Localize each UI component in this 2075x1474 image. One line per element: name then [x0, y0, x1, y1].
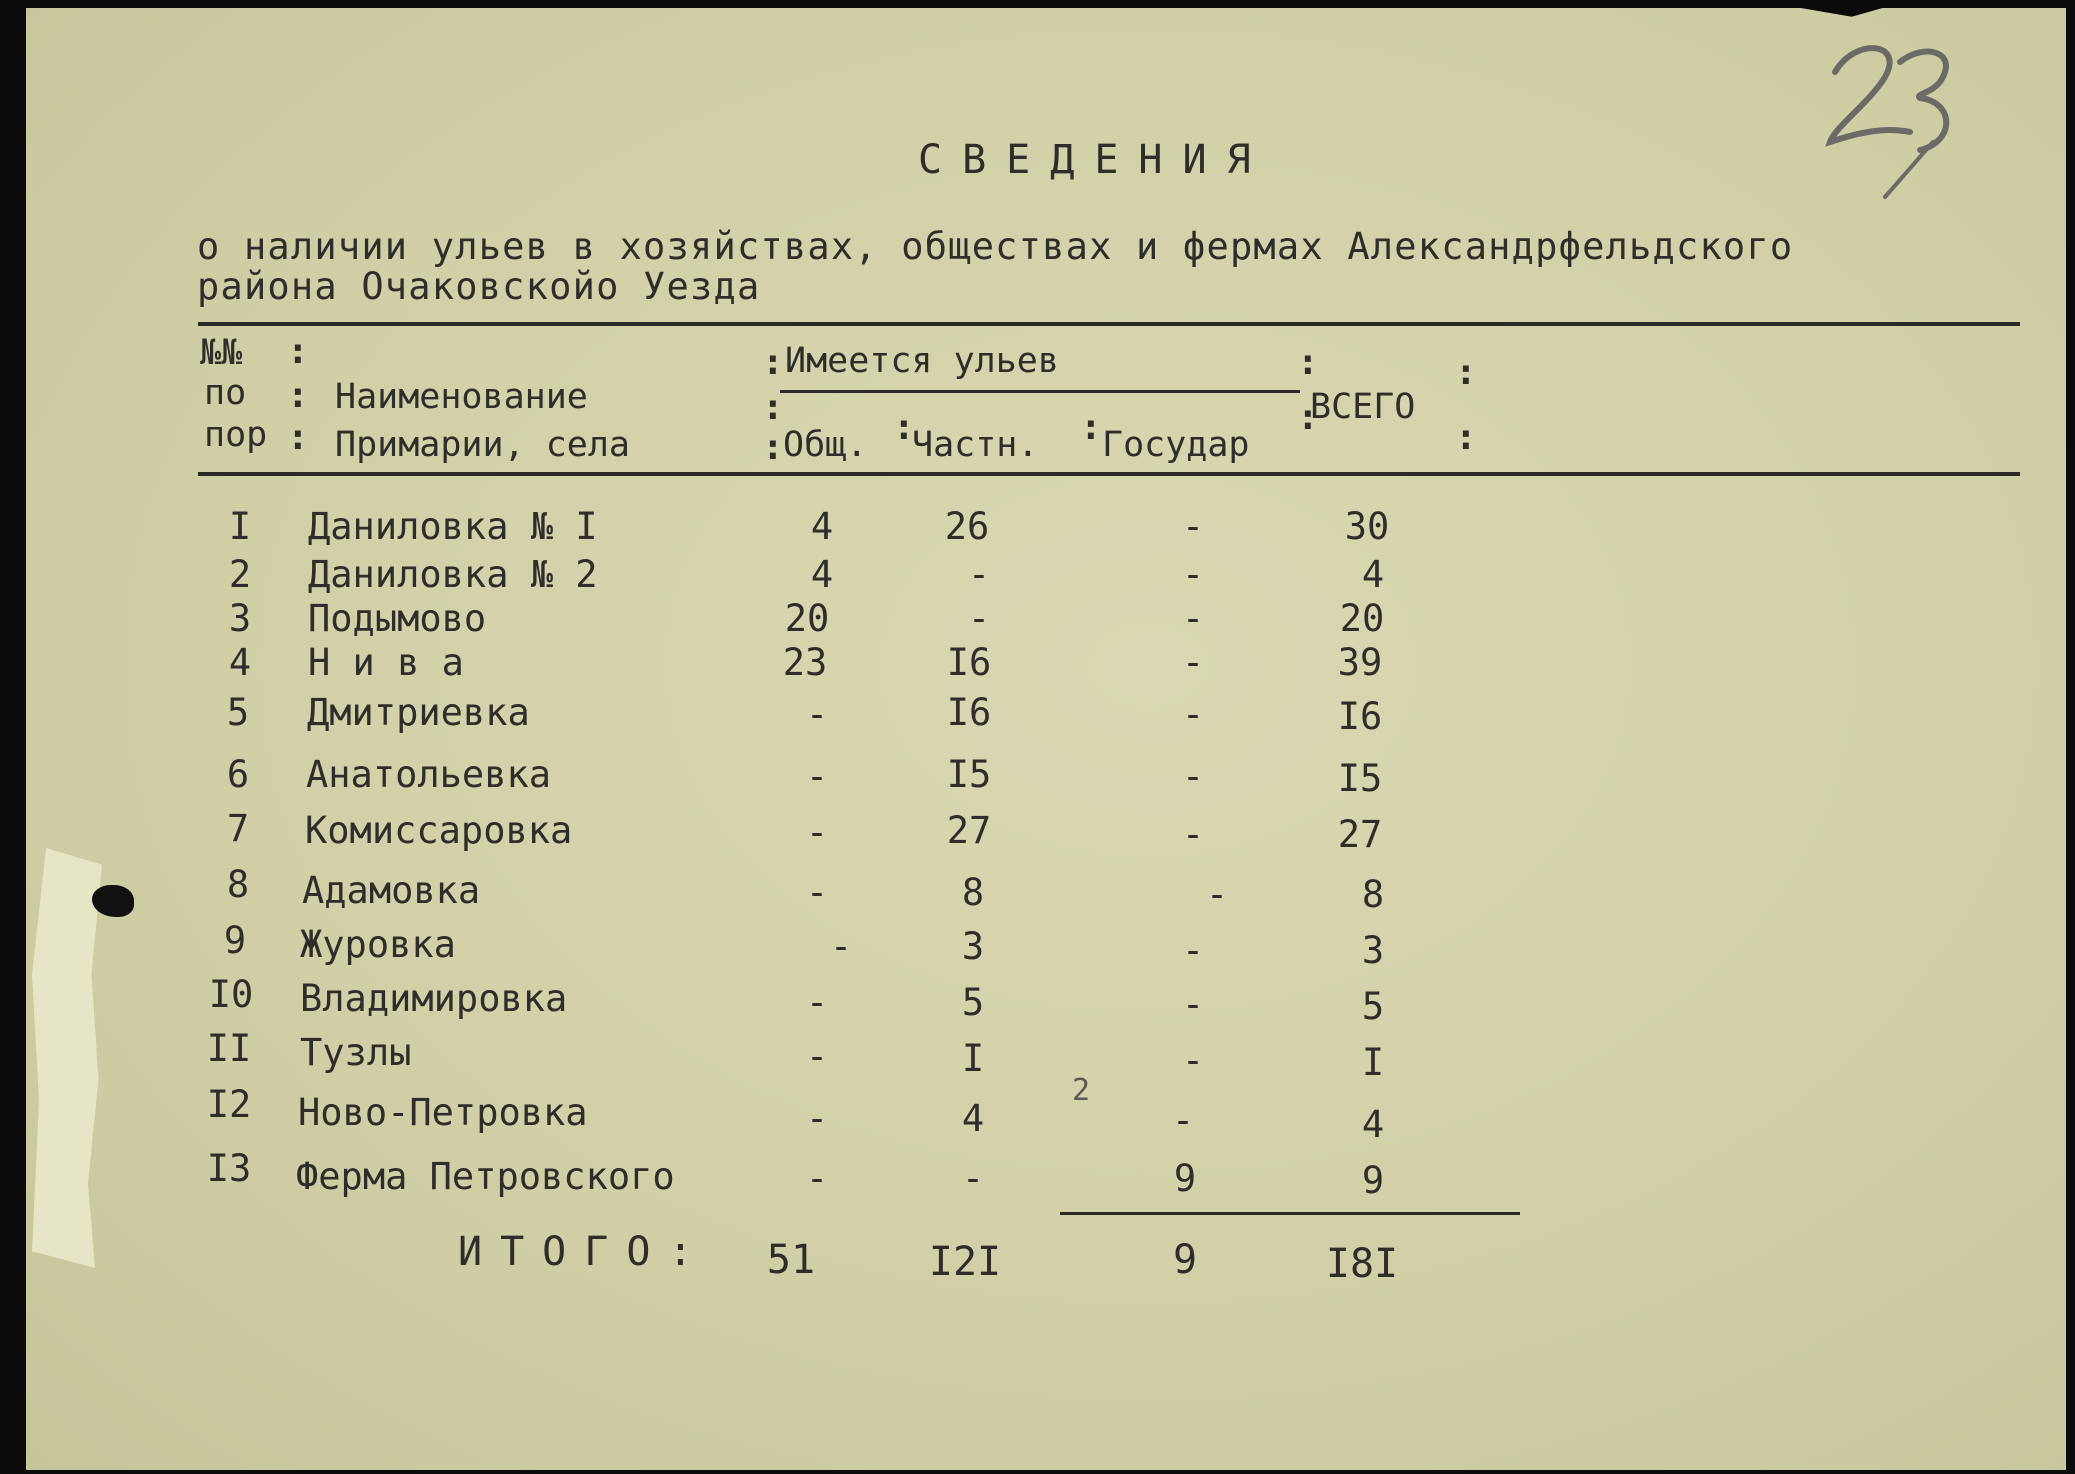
row-state: - — [1181, 641, 1205, 684]
row-name: Анатольевка — [306, 753, 552, 796]
header-separator: : — [762, 342, 784, 383]
row-private: - — [967, 597, 991, 640]
row-total: 4 — [1361, 553, 1385, 596]
header-separator: : — [893, 407, 915, 448]
row-number: 5 — [226, 691, 250, 734]
row-name: Даниловка № 2 — [308, 553, 598, 596]
header-col-private: Частн. — [912, 425, 1039, 465]
row-number: I3 — [206, 1147, 252, 1190]
row-number: 2 — [228, 553, 252, 596]
row-name: Даниловка № I — [308, 505, 598, 548]
row-number: I0 — [208, 973, 254, 1016]
header-bottom-rule — [198, 472, 2020, 476]
row-common: 20 — [784, 597, 830, 640]
pencil-mark: 2 — [1072, 1073, 1091, 1108]
row-private: 8 — [961, 871, 985, 914]
row-private: 4 — [961, 1097, 985, 1140]
row-number: 8 — [226, 863, 250, 906]
totals-rule — [1060, 1212, 1520, 1215]
totals-state: 9 — [1172, 1237, 1198, 1283]
row-number: 3 — [228, 597, 252, 640]
row-state: - — [1171, 1099, 1195, 1142]
row-common: - — [805, 1097, 829, 1140]
row-name: Н и в а — [308, 641, 464, 684]
page-number-sketch — [1815, 32, 1965, 202]
row-state: - — [1181, 983, 1205, 1026]
header-num-line3: пор — [204, 415, 268, 455]
header-col-state: Государ — [1102, 425, 1250, 465]
row-state: - — [1181, 553, 1205, 596]
group-header-rule — [780, 390, 1300, 393]
header-separator: : — [1455, 417, 1477, 458]
row-name: Адамовка — [302, 869, 481, 912]
row-private: I — [961, 1037, 985, 1080]
row-state: - — [1181, 929, 1205, 972]
row-total: 4 — [1361, 1103, 1385, 1146]
row-private: - — [967, 553, 991, 596]
row-name: Подымово — [308, 597, 487, 640]
row-common: - — [805, 1035, 829, 1078]
row-number: I — [228, 505, 252, 548]
header-num-line2: по — [204, 373, 247, 413]
row-name: Дмитриевка — [307, 691, 530, 734]
totals-label: ИТОГО: — [458, 1229, 711, 1275]
row-number: 6 — [226, 753, 250, 796]
row-private: I5 — [946, 753, 992, 796]
header-separator: : — [762, 387, 784, 428]
row-state: - — [1181, 755, 1205, 798]
row-private: I6 — [946, 691, 992, 734]
row-common: - — [805, 871, 829, 914]
row-total: 3 — [1361, 929, 1385, 972]
row-common: - — [805, 811, 829, 854]
row-common: - — [805, 1157, 829, 1200]
row-state: - — [1181, 813, 1205, 856]
row-total: I5 — [1337, 757, 1383, 800]
header-group: Имеется ульев — [785, 341, 1059, 381]
row-state: - — [1181, 693, 1205, 736]
totals-common: 51 — [766, 1237, 816, 1283]
header-separator: : — [1297, 342, 1319, 383]
header-top-rule — [198, 322, 2020, 326]
header-num-line1: №№ — [200, 333, 243, 373]
row-state: - — [1181, 597, 1205, 640]
row-common: 4 — [810, 553, 834, 596]
row-private: I6 — [946, 641, 992, 684]
row-private: 26 — [944, 505, 990, 548]
row-private: 5 — [961, 981, 985, 1024]
row-state: - — [1205, 873, 1229, 916]
row-common: 23 — [782, 641, 828, 684]
row-state: 9 — [1173, 1157, 1197, 1200]
row-number: 7 — [226, 807, 250, 850]
row-total: 27 — [1337, 813, 1383, 856]
document-title: СВЕДЕНИЯ — [918, 137, 1271, 183]
row-private: 27 — [946, 809, 992, 852]
row-private: - — [961, 1157, 985, 1200]
header-separator: : — [287, 331, 309, 372]
row-common: - — [805, 755, 829, 798]
row-number: II — [206, 1027, 252, 1070]
totals-total: I8I — [1325, 1241, 1399, 1287]
header-separator: : — [1080, 407, 1102, 448]
row-common: 4 — [810, 505, 834, 548]
row-name: Журовка — [300, 923, 456, 966]
row-name: Тузлы — [300, 1031, 412, 1074]
header-separator: : — [1455, 352, 1477, 393]
header-separator: : — [287, 417, 309, 458]
handwritten-page-number — [1815, 32, 1965, 202]
row-name: Владимировка — [300, 977, 568, 1020]
header-col-common: Общ. — [783, 425, 868, 465]
header-col-total: ВСЕГО — [1310, 387, 1416, 427]
totals-private: I2I — [928, 1239, 1002, 1285]
header-separator: : — [762, 427, 784, 468]
row-total: 20 — [1339, 597, 1385, 640]
row-number: 9 — [223, 919, 247, 962]
row-total: 8 — [1361, 873, 1385, 916]
row-total: 30 — [1344, 505, 1390, 548]
row-number: 4 — [228, 641, 252, 684]
row-common: - — [829, 925, 853, 968]
row-name: Ново-Петровка — [298, 1091, 588, 1134]
row-total: I6 — [1337, 695, 1383, 738]
row-common: - — [805, 981, 829, 1024]
row-state: - — [1181, 505, 1205, 548]
row-private: 3 — [961, 925, 985, 968]
row-total: 9 — [1361, 1159, 1385, 1202]
header-separator: : — [1297, 397, 1319, 438]
row-number: I2 — [206, 1083, 252, 1126]
row-total: 5 — [1361, 985, 1385, 1028]
row-common: - — [805, 693, 829, 736]
row-total: 39 — [1337, 641, 1383, 684]
header-name-line1: Наименование — [335, 377, 588, 417]
header-separator: : — [287, 375, 309, 416]
row-name: Ферма Петровского — [296, 1155, 675, 1198]
header-name-line2: Примарии, села — [335, 425, 631, 465]
document-subtitle-line1: о наличии ульев в хозяйствах, обществах и фермах Александрфельдского — [197, 225, 1794, 268]
row-total: I — [1361, 1041, 1385, 1084]
row-name: Комиссаровка — [305, 809, 573, 852]
document-subtitle-line2: района Очаковскойо Уезда — [197, 265, 761, 308]
row-state: - — [1181, 1039, 1205, 1082]
